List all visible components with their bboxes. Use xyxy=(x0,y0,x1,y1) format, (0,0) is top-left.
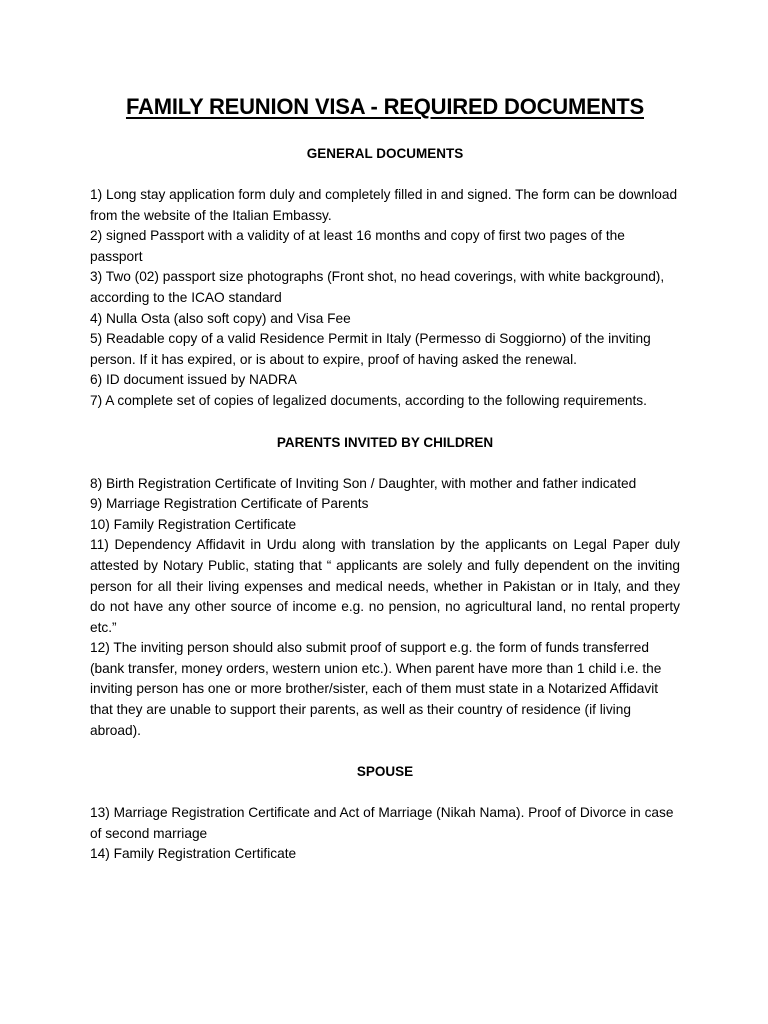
list-item: 6) ID document issued by NADRA xyxy=(90,372,297,388)
list-item: 9) Marriage Registration Certificate of Parents xyxy=(90,496,369,512)
list-item: 12) The inviting person should also submit proof of support e.g. the form of funds transferred (bank transfer, money orders, western union etc.). When parent have more than 1 child i.e. the inviting person has one or more brother/sister, each of them must state in a Notarized Affidavit that they are unable to support their parents, as well as their country of residence (if living abroad). xyxy=(90,640,662,738)
general-documents-list xyxy=(90,185,680,412)
list-item: 14) Family Registration Certificate xyxy=(90,846,297,862)
list-item: 7) A complete set of copies of legalized documents, according to the following requirements. xyxy=(90,392,647,408)
list-item: 13) Marriage Registration Certificate and Act of Marriage (Nikah Nama). Proof of Divorce in case of second marriage xyxy=(90,805,674,841)
spouse-list xyxy=(90,803,680,865)
section-heading-parents-invited-by-children: PARENTS INVITED BY CHILDREN xyxy=(276,434,494,450)
list-item: 4) Nulla Osta (also soft copy) and Visa Fee xyxy=(90,310,351,326)
list-item: 3) Two (02) passport size photographs (Front shot, no head coverings, with white background), according to the ICAO standard xyxy=(90,269,665,305)
list-item: 1) Long stay application form duly and completely filled in and signed. The form can be download from the website of the Italian Embassy. xyxy=(90,187,678,223)
list-item: 11) Dependency Affidavit in Urdu along with translation by the applicants on Legal Paper duly attested by Notary Public, stating that “ applicants are solely and fully dependent on the inviting person for all their living expenses and medical needs, whether in Pakistan or in Italy, and they do not have any other source of income e.g. no pension, no agricultural land, no rental property etc.” xyxy=(90,537,680,635)
list-item: 10) Family Registration Certificate xyxy=(90,516,297,532)
list-item: 8) Birth Registration Certificate of Inviting Son / Daughter, with mother and father indicated xyxy=(90,475,637,491)
list-item: 5) Readable copy of a valid Residence Permit in Italy (Permesso di Soggiorno) of the inviting person. If it has expired, or is about to expire, proof of having asked the renewal. xyxy=(90,331,651,367)
parents-invited-list xyxy=(90,474,680,742)
list-item: 2) signed Passport with a validity of at least 16 months and copy of first two pages of the passport xyxy=(90,228,625,264)
document-title: FAMILY REUNION VISA - REQUIRED DOCUMENTS xyxy=(125,94,644,119)
section-heading-spouse: SPOUSE xyxy=(356,764,414,780)
section-heading-general-documents: GENERAL DOCUMENTS xyxy=(306,146,464,161)
